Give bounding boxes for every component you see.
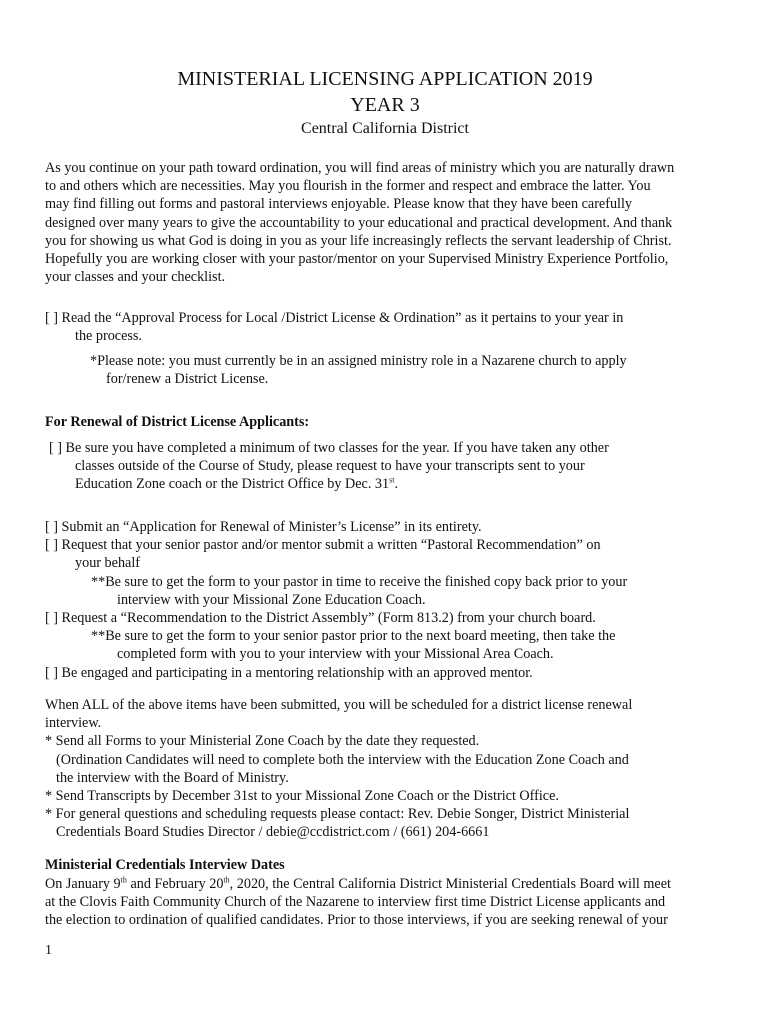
interview-line [45, 875, 725, 893]
checklist-item-text: your behalf [75, 555, 141, 572]
date-superscript: th [223, 875, 230, 885]
note-text: completed form with you to your interview with your Missional Area Coach. [117, 646, 554, 663]
document-title [0, 66, 770, 118]
renewal-heading: For Renewal of District License Applicants: [45, 414, 310, 430]
date-superscript: th [120, 875, 127, 885]
interview-line: at the Clovis Faith Community Church of the Nazarene to interview first time District License applicants and [45, 894, 666, 911]
intro-line: designed over many years to give the accountability to your educational and practical development. And thank [45, 214, 673, 231]
submission-line: the interview with the Board of Ministry. [56, 769, 289, 786]
interview-date-text: and February 20 [126, 876, 224, 892]
intro-line: to and others which are necessities. May you flourish in the former and respect and embrace the latter. You [45, 178, 651, 195]
contact-line: Credentials Board Studies Director / debie@ccdistrict.com / (661) 204-6661 [56, 824, 490, 841]
note-text: *Please note: you must currently be in an assigned ministry role in a Nazarene church to apply [90, 353, 627, 369]
checklist-item-pastoral: [ ] Request that your senior pastor and/or mentor submit a written “Pastoral Recommendation” on [45, 537, 601, 554]
checklist-item-text: the process. [75, 328, 142, 345]
intro-paragraph [45, 159, 725, 286]
intro-line: Hopefully you are working closer with your pastor/mentor on your Supervised Ministry Experience Portfolio, [45, 251, 669, 268]
checklist-item-mentor: [ ] Be engaged and participating in a mentoring relationship with an approved mentor. [45, 664, 533, 681]
page-number: 1 [45, 943, 52, 958]
interview-date-text: , 2020, the Central California District Ministerial Credentials Board will meet [229, 876, 671, 892]
submission-line: interview. [45, 715, 102, 732]
intro-line: your classes and your checklist. [45, 269, 226, 286]
title-line-2: YEAR 3 [350, 94, 420, 116]
submission-line: When ALL of the above items have been submitted, you will be scheduled for a district license renewal [45, 697, 633, 713]
title-line-1: MINISTERIAL LICENSING APPLICATION 2019 [177, 68, 593, 90]
district-name: Central California District [301, 120, 469, 137]
deadline-superscript: st [389, 475, 395, 485]
intro-line: As you continue on your path toward ordination, you will find areas of ministry which you are naturally drawn [45, 160, 675, 176]
checklist-classes [45, 439, 725, 494]
checklist-item-application: [ ] Submit an “Application for Renewal of Minister’s License” in its entirety. [45, 519, 482, 535]
interview-date-text: On January 9 [45, 876, 121, 892]
interview-line: the election to ordination of qualified candidates. Prior to those interviews, if you are seeking renewal of your [45, 912, 668, 929]
interview-paragraph [45, 875, 725, 930]
intro-line: may find filling out forms and pastoral interviews enjoyable. Please know that they have been carefully [45, 196, 633, 213]
submission-line: * For general questions and scheduling requests please contact: Rev. Debie Songer, District Ministerial [45, 806, 630, 823]
submission-line: (Ordination Candidates will need to complete both the interview with the Education Zone Coach and [56, 751, 629, 768]
note-text: **Be sure to get the form to your pastor in time to receive the finished copy back prior to your [91, 573, 628, 590]
checklist-item-text: [ ] Read the “Approval Process for Local /District License & Ordination” as it pertains to your year in [45, 310, 624, 326]
checklist-approval-process [45, 309, 725, 345]
ministry-role-note [45, 352, 725, 388]
submission-line: * Send Transcripts by December 31st to your Missional Zone Coach or the District Office. [45, 788, 559, 805]
checklist-item-text [45, 475, 725, 493]
deadline-text: Education Zone coach or the District Office by Dec. 31 [75, 476, 390, 493]
checklist-renewal-items [45, 518, 725, 682]
note-text: for/renew a District License. [106, 371, 269, 388]
submission-paragraph [45, 696, 725, 842]
submission-line: * Send all Forms to your Ministerial Zone Coach by the date they requested. [45, 733, 480, 750]
deadline-period: . [394, 476, 399, 493]
interview-heading: Ministerial Credentials Interview Dates [45, 857, 285, 873]
checklist-item-text: classes outside of the Course of Study, please request to have your transcripts sent to your [75, 458, 585, 475]
note-text: **Be sure to get the form to your senior pastor prior to the next board meeting, then take the [91, 628, 616, 645]
note-text: interview with your Missional Zone Education Coach. [117, 591, 426, 608]
checklist-item-text: [ ] Be sure you have completed a minimum of two classes for the year. If you have taken any other [49, 440, 609, 456]
intro-line: you for showing us what God is doing in you as your life increasingly reflects the servant leadership of Christ. [45, 232, 672, 249]
checklist-item-board: [ ] Request a “Recommendation to the District Assembly” (Form 813.2) from your church board. [45, 610, 596, 627]
